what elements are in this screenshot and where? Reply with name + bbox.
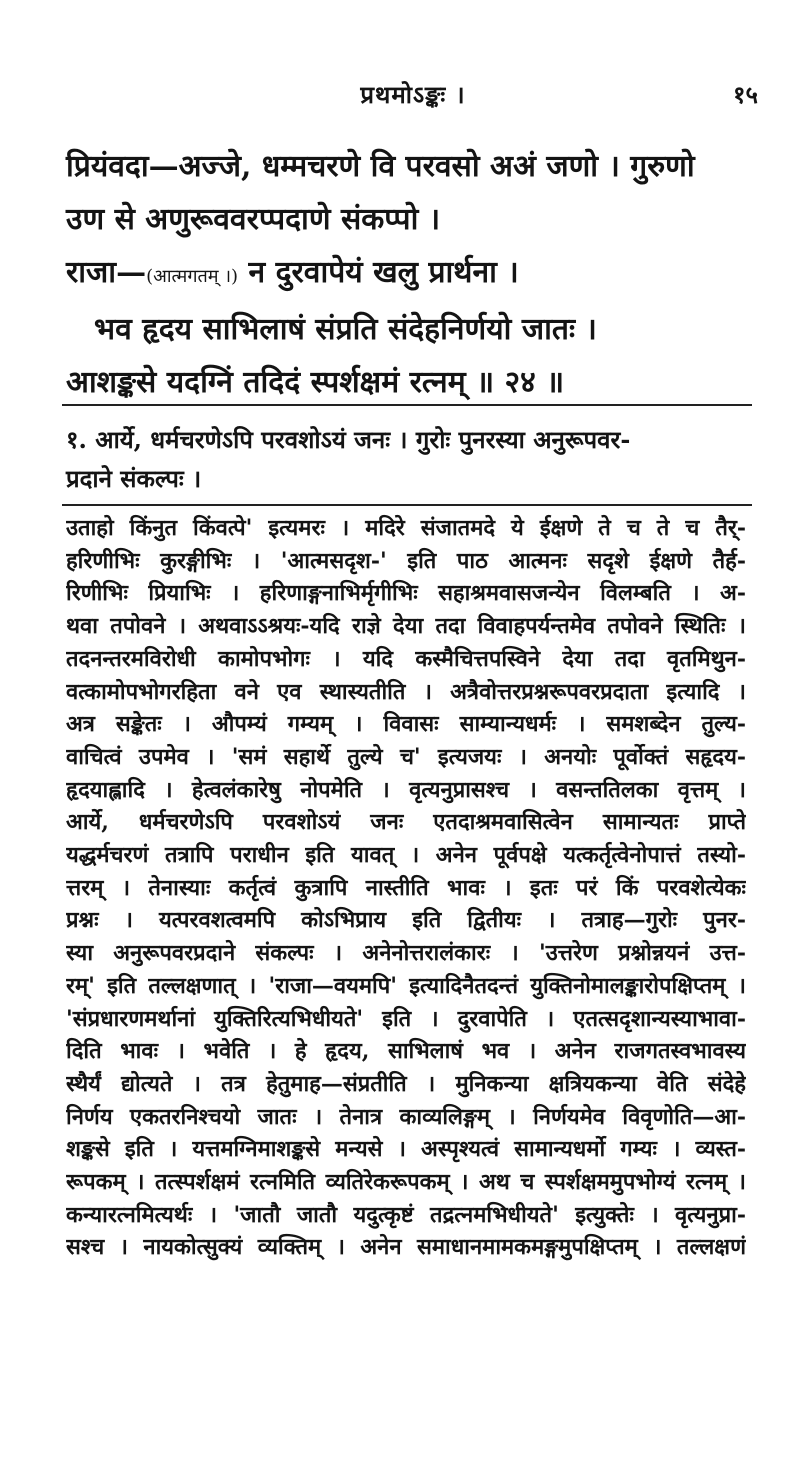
dialogue-text: न दुरवापेयं खलु प्रार्थना । — [248, 255, 519, 290]
verse-line: आशङ्कसे यदग्निं तदिदं स्पर्शक्षमं रत्नम् ॥ २४ ॥ — [66, 365, 565, 400]
dialogue-line: उण से अणुरूववरप्पदाणे संकप्पो । — [66, 202, 441, 237]
commentary-line: 'संप्रधारणमर्थानां युक्तिरित्यभिधीयते' इति । दुरवापेति । एतत्सदृशान्यस्याभावा- — [66, 1005, 746, 1032]
footnote-line: १. आर्ये, धर्मचरणेऽपि परवशोऽयं जनः । गुरोः पुनरस्या अनुरूपवर- — [66, 425, 631, 454]
commentary — [66, 512, 746, 1264]
page-number: १५ — [733, 80, 758, 109]
commentary-line: हृदयाह्लादि । हेत्वलंकारेषु नोपमेति । वृत्यनुप्रासश्च । वसन्ततिलका वृत्तम् । — [66, 776, 746, 803]
divider — [62, 404, 752, 406]
commentary-line: यद्धर्मचरणं तत्रापि पराधीन इति यावत् । अनेन पूर्वपक्षे यत्कर्तृत्वेनोपात्तं तस्यो- — [66, 842, 746, 869]
footnote-line: प्रदाने संकल्पः । — [66, 464, 202, 493]
dialogue-line: राजा—(आत्मगतम् ।) न दुरवापेयं खलु प्रार्थना । — [66, 255, 519, 290]
commentary-line: अत्र सङ्केतः । औपम्यं गम्यम् । विवासः साम्यान्यधर्मः । समशब्देन तुल्य- — [66, 711, 746, 738]
commentary-line: कन्यारत्नमित्यर्थः । 'जातौ जातौ यदुत्कृष्टं तद्रत्नमभिधीयते' इत्युक्तेः । वृत्यनुप्रा- — [66, 1201, 746, 1228]
commentary-line: त्तरम् । तेनास्याः कर्तृत्वं कुत्रापि नास्तीति भावः । इतः परं किं परवशेत्येकः — [66, 874, 746, 901]
verse-line: भव हृदय साभिलाषं संप्रति संदेहनिर्णयो जातः । — [94, 312, 597, 347]
commentary-line: रम्' इति तल्लक्षणात् । 'राजा—वयमपि' इत्यादिनैतदन्तं युक्तिनोमालङ्कारोपक्षिप्तम् । — [66, 972, 746, 999]
commentary-line: सश्च । नायकोत्सुक्यं व्यक्तिम् । अनेन समाधानमामकमङ्गमुपक्षिप्तम् । तल्लक्षणं — [66, 1234, 746, 1261]
page-header — [68, 78, 758, 118]
speaker-name: प्रियंवदा — [66, 149, 149, 184]
commentary-line: रिणीभिः प्रियाभिः । हरिणाङ्गनाभिर्मृगीभिः सहाश्रमवासजन्येन विलम्बति । अ- — [66, 580, 746, 607]
running-head: प्रथमोऽङ्कः । — [360, 80, 466, 109]
commentary-line: दिति भावः । भवेति । हे हृदय, साभिलाषं भव । अनेन राजगतस्वभावस्य — [66, 1038, 746, 1065]
commentary-line: तदनन्तरमविरोधी कामोपभोगः । यदि कस्मैचित्तपस्विने देया तदा वृतमिथुन- — [66, 645, 746, 672]
stage-direction: (आत्मगतम् ।) — [146, 266, 239, 287]
commentary-line: उताहो किंनुत किंवत्पे' इत्यमरः । मदिरे संजातमदे ये ईक्षणे ते च ते च तैर्- — [66, 515, 746, 541]
commentary-line: हरिणीभिः कुरङ्गीभिः । 'आत्मसदृश-' इति पाठ आत्मनः सदृशे ईक्षणे तैर्ह- — [66, 547, 746, 574]
commentary-line: स्थैर्यं द्योत्यते । तत्र हेतुमाह—संप्रतीति । मुनिकन्या क्षत्रियकन्या वेति संदेहे — [66, 1070, 746, 1097]
dialogue-verse-block — [66, 140, 746, 409]
divider — [62, 504, 752, 506]
commentary-line: थवा तपोवने । अथवाऽऽश्रयः-यदि राज्ञे देया तदा विवाहपर्यन्तमेव तपोवने स्थितिः । — [66, 613, 746, 640]
commentary-line: वत्कामोपभोगरहिता वने एव स्थास्यतीति । अत्रैवोत्तरप्रश्नरूपवरप्रदाता इत्यादि । — [66, 678, 746, 705]
commentary-line: शङ्कसे इति । यत्तमग्निमाशङ्कसे मन्यसे । अस्पृश्यत्वं सामान्यधर्मो गम्यः । व्यस्त- — [66, 1136, 746, 1163]
commentary-line: निर्णय एकतरनिश्चयो जातः । तेनात्र काव्यलिङ्गम् । निर्णयमेव विवृणोति—आ- — [66, 1103, 746, 1130]
dialogue-text: —अज्जे, धम्मचरणे वि परवसो अअं जणो । गुरुणो — [148, 149, 695, 184]
commentary-line: रूपकम् । तत्स्पर्शक्षमं रत्नमिति व्यतिरेकरूपकम् । अथ च स्पर्शक्षममुपभोग्यं रत्नम् । — [66, 1169, 746, 1196]
commentary-line: वाचित्वं उपमेव । 'समं सहार्थे तुल्ये च' इत्यजयः । अनयोः पूर्वोक्तं सहृदय- — [66, 743, 746, 770]
speaker-name: राजा — [66, 255, 117, 290]
commentary-line: प्रश्नः । यत्परवशत्वमपि कोऽभिप्राय इति द्वितीयः । तत्राह—गुरोः पुनर- — [66, 907, 746, 934]
commentary-line: आर्ये, धर्मचरणेऽपि परवशोऽयं जनः एतदाश्रमवासित्वेन सामान्यतः प्राप्ते — [66, 809, 746, 836]
footnote — [66, 420, 746, 498]
commentary-line: स्या अनुरूपवरप्रदाने संकल्पः । अनेनोत्तरालंकारः । 'उत्तरेण प्रश्नोन्नयनं उत्त- — [66, 940, 746, 967]
dialogue-line — [66, 140, 746, 193]
